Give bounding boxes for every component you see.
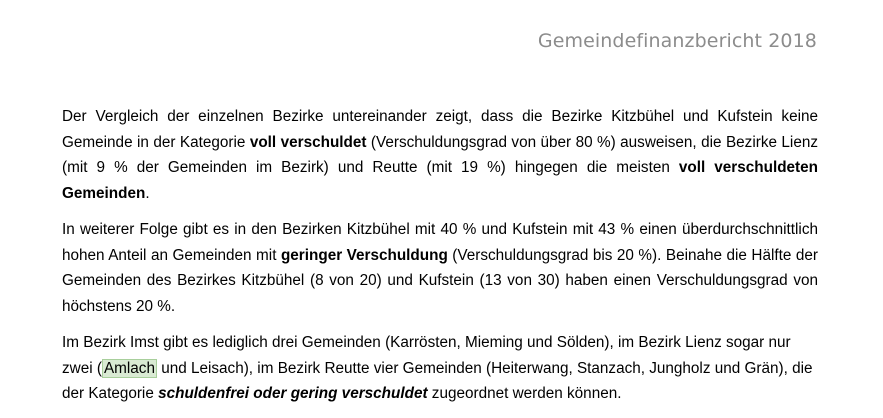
term-schuldenfrei: schuldenfrei oder gering verschuldet: [158, 385, 428, 402]
highlighted-word-amlach[interactable]: Amlach: [103, 359, 155, 377]
text-run: (Verschuldungsgrad von über 80 %) ausweisen, die Bezirke Lienz (mit 9 % der Gemeinden im Bezirk) und Reutte (mit 19 %) hingegen die meisten: [62, 133, 818, 176]
text-run: (Verschuldungsgrad bis 20 %). Beinahe die Hälfte der Gemeinden des Bezirkes Kitzbühel (8 von 20) und Kufstein (13 von 30) haben einen Verschuldungsgrad von höchstens 20 %.: [62, 246, 818, 315]
text-run: In weiterer Folge gibt es in den Bezirken Kitzbühel mit 40 % und Kufstein mit 43 % einen überdurchschnittlich hohen Anteil an Gemeinden mit: [62, 221, 818, 264]
paragraph-low-debt-share: [62, 217, 818, 319]
term-voll-verschuldet: voll verschuldet: [249, 133, 367, 151]
term-geringer-verschuldung: geringer Verschuldung: [280, 246, 448, 264]
text-run: .: [145, 184, 150, 202]
paragraph-debt-free-municipalities: [62, 330, 818, 407]
text-run: Der Vergleich der einzelnen Bezirke untereinander zeigt, dass die Bezirke Kitzbühel und Kufstein keine Gemeinde in der Kategorie: [62, 108, 818, 151]
paragraph-district-comparison: [62, 104, 818, 206]
text-run: zugeordnet werden können.: [427, 385, 622, 402]
document-body: [62, 104, 818, 418]
term-voll-verschuldeten-gemeinden: voll verschuldeten Gemeinden: [62, 159, 819, 202]
text-run: Im Bezirk Imst gibt es lediglich drei Gemeinden (Karrösten, Mieming und Sölden), im Bezirk Lienz sogar nur zwei (: [62, 334, 791, 377]
text-run: und Leisach), im Bezirk Reutte vier Gemeinden (Heiterwang, Stanzach, Jungholz und Grän), die der Kategorie: [62, 359, 813, 402]
page-header-title: Gemeindefinanzbericht 2018: [537, 30, 817, 52]
